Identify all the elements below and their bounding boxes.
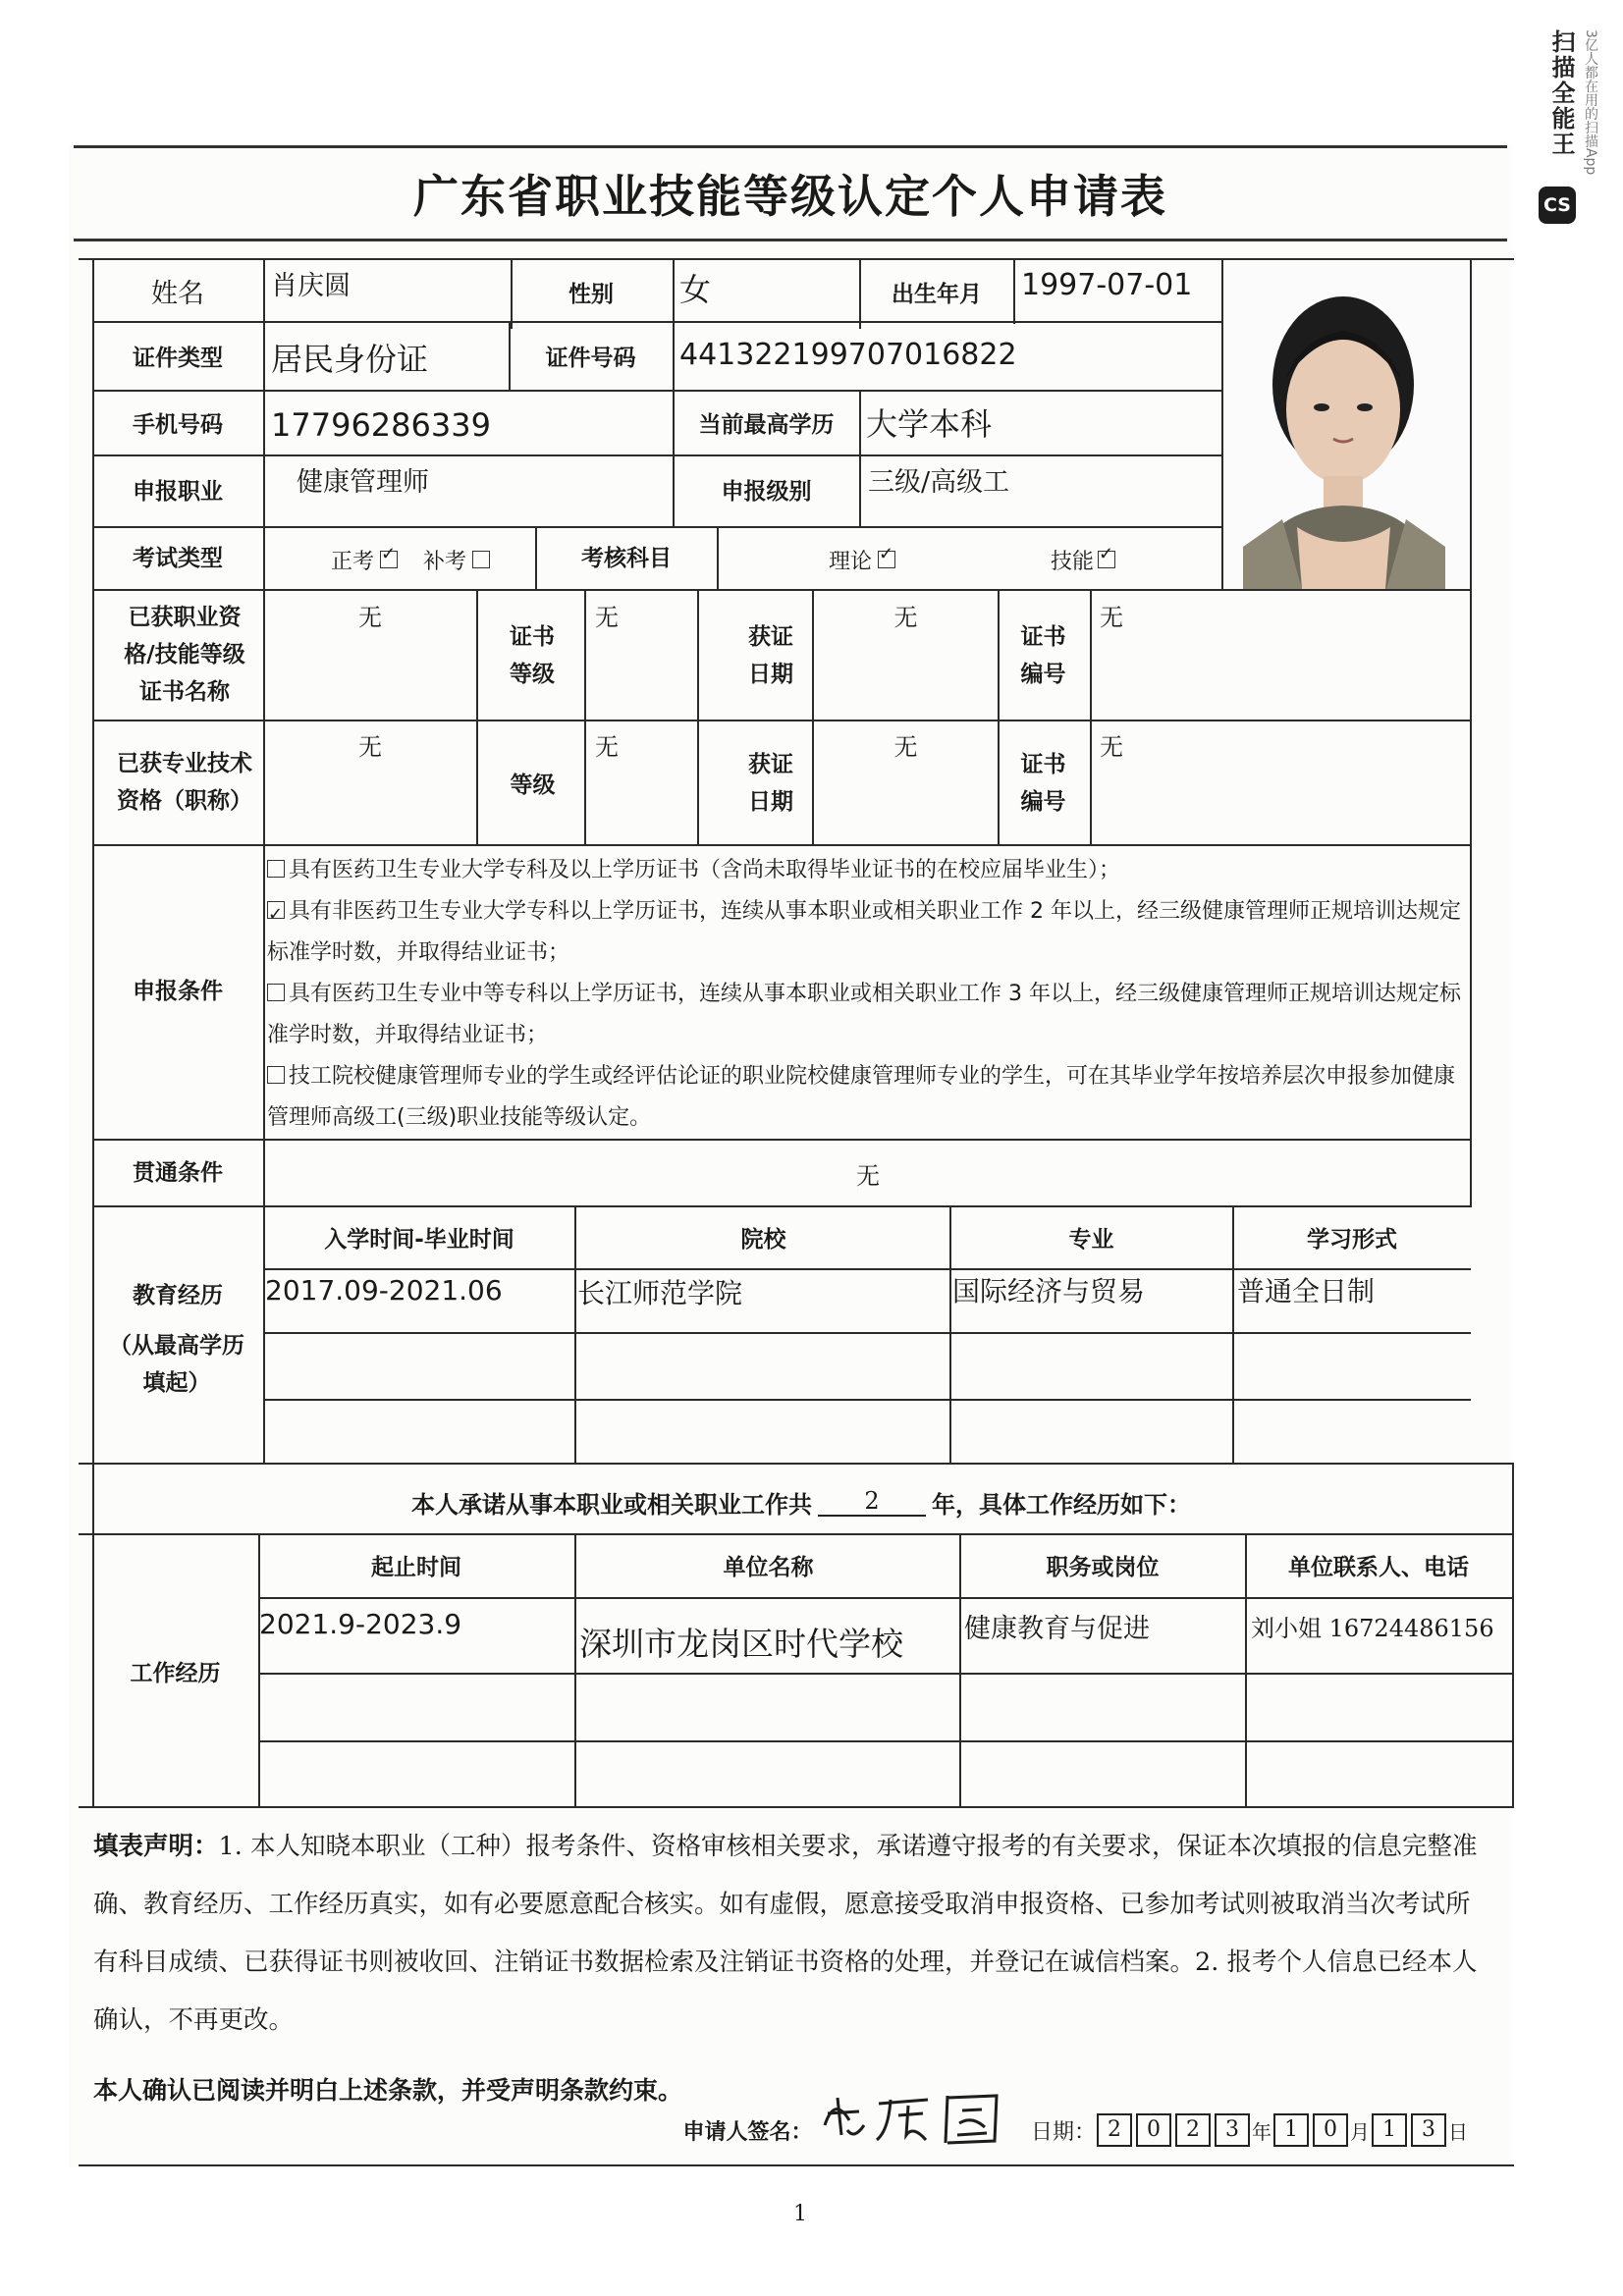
conditions-label: 申报条件 (133, 979, 223, 1004)
row-line (92, 321, 1221, 323)
row-line (258, 1673, 1514, 1675)
birth-value: 1997-07-01 (1021, 268, 1193, 302)
education-sublabel: （从最高学历填起） (109, 1333, 244, 1396)
through-value: 无 (856, 1161, 880, 1190)
tech-date-value: 无 (893, 732, 918, 761)
month-digit-box: 0 (1313, 2113, 1348, 2147)
birth-label: 出生年月 (892, 282, 982, 307)
col-line (574, 1533, 576, 1808)
row-line (92, 390, 1221, 392)
gender-label: 性别 (568, 282, 614, 307)
tech-label: 已获专业技术资格（职称） (117, 751, 252, 814)
day-unit: 日 (1448, 2119, 1468, 2144)
declaration-block (93, 1818, 1483, 2050)
work-header-unit: 单位名称 (723, 1555, 814, 1580)
exam-regular-option: 正考 (330, 549, 374, 574)
col-line (476, 589, 478, 844)
declaration-text: 1. 本人知晓本职业（工种）报考条件、资格审核相关要求，承诺遵守报考的有关要求，保证本次填报的信息完整准确、教育经历、工作经历真实，如有必要愿意配合核实。如有虚假，愿意接受取消申报资格、已参加考试则被取消当次考试所有科目成绩、已获得证书则被收回、注销证书数据检索及注销证书资格的处理，并登记在诚信档案。2. 报考个人信息已经本人确认，不再更改。 (93, 1832, 1478, 2035)
name-value: 肖庆圆 (271, 270, 351, 301)
education-label: 教育经历 (133, 1283, 223, 1308)
col-line (1512, 1465, 1514, 1808)
title-band (74, 145, 1507, 241)
row-line (92, 1205, 1472, 1207)
declaration-confirm: 本人确认已阅读并明白上述条款，并受声明条款约束。 (93, 2076, 683, 2105)
promise-suffix: 年，具体工作经历如下： (932, 1490, 1191, 1519)
row-line (79, 1533, 1514, 1535)
condition-3-checkbox[interactable] (267, 984, 285, 1001)
col-line (949, 1205, 951, 1463)
work-header-period: 起止时间 (371, 1555, 461, 1580)
exam-type-options (295, 538, 530, 581)
year-unit: 年 (1252, 2119, 1271, 2144)
idtype-label: 证件类型 (133, 346, 223, 371)
exam-skill-option: 技能 (1050, 549, 1094, 574)
work-label: 工作经历 (130, 1661, 221, 1686)
condition-4-checkbox[interactable] (267, 1066, 285, 1084)
qual-name-value: 无 (358, 603, 382, 631)
exam-regular-checkbox[interactable] (380, 551, 398, 568)
row-line (258, 1740, 1514, 1742)
declaration-title: 填表声明： (93, 1832, 219, 1861)
edu-header-mode: 学习形式 (1307, 1227, 1397, 1253)
condition-item-3: 具有医药卫生专业中等专科以上学历证书，连续从事本职业或相关职业工作 3 年以上，经三级健康管理师正规培训达规定标准学时数，并取得结业证书； (267, 982, 1461, 1047)
row-line (92, 454, 1221, 456)
tech-level-label: 等级 (510, 773, 556, 798)
col-line (717, 526, 719, 591)
edu-bottom-line (79, 1463, 1514, 1465)
qual-date-value: 无 (893, 603, 918, 631)
qual-date-label: 获证日期 (748, 624, 793, 687)
row-line (265, 1399, 1471, 1401)
edu-header-period: 入学时间-毕业时间 (324, 1227, 514, 1253)
work-row-period: 2021.9-2023.9 (259, 1607, 462, 1640)
row-line (92, 526, 1221, 528)
edu-row-school: 长江师范学院 (577, 1277, 743, 1309)
col-line (697, 589, 699, 844)
name-label: 姓名 (151, 279, 204, 309)
exam-type-label: 考试类型 (133, 546, 223, 571)
year-digit-box: 2 (1097, 2113, 1132, 2147)
row-line (258, 1597, 1514, 1599)
idno-value: 441322199707016822 (679, 337, 1017, 372)
col-line (584, 589, 586, 844)
page-bottom-line (79, 2164, 1514, 2166)
col-line (859, 390, 861, 527)
month-digit-box: 1 (1273, 2113, 1309, 2147)
occupation-value: 健康管理师 (297, 466, 429, 498)
edu-header-major: 专业 (1068, 1227, 1114, 1253)
qual-no-label: 证书编号 (1020, 624, 1066, 687)
exam-theory-checkbox[interactable] (878, 551, 895, 568)
col-line (1232, 1205, 1234, 1463)
condition-item-1: 具有医药卫生专业大学专科及以上学历证书（含尚未取得毕业证书的在校应届毕业生）； (267, 850, 1475, 891)
exam-skill-group (1026, 538, 1144, 581)
day-digit-box: 1 (1372, 2113, 1407, 2147)
through-label: 贯通条件 (133, 1160, 223, 1186)
signed-date (1095, 2109, 1488, 2152)
exam-makeup-checkbox[interactable] (472, 551, 490, 568)
row-line (92, 1139, 1472, 1141)
row-line (92, 589, 1472, 591)
condition-item-4: 技工院校健康管理师专业的学生或经评估论证的职业院校健康管理师专业的学生，可在其毕业学年按培养层次申报参加健康管理师高级工(三级)职业技能等级认定。 (267, 1064, 1456, 1130)
work-bottom-line (79, 1806, 1514, 1808)
col-line (535, 526, 537, 591)
col-line (998, 589, 1000, 844)
condition-item-2: ✓具有非医药卫生专业大学专科以上学历证书，连续从事本职业或相关职业工作 2 年以上，经三级健康管理师正规培训达规定标准学时数，并取得结业证书； (267, 891, 1475, 974)
col-line (1013, 260, 1015, 324)
edu-label: 当前最高学历 (698, 412, 835, 438)
level-label: 申报级别 (721, 479, 812, 505)
exam-theory-option: 理论 (828, 549, 872, 574)
tech-level-value: 无 (595, 732, 619, 761)
scanner-tagline: 3亿人都在用的扫描App (1583, 29, 1598, 176)
row-line (92, 720, 1472, 721)
idno-label: 证件号码 (545, 346, 636, 371)
phone-label: 手机号码 (133, 412, 223, 438)
qual-label: 已获职业资格/技能等级证书名称 (124, 605, 245, 705)
work-row-contact: 刘小姐 16724486156 (1251, 1614, 1494, 1642)
level-value: 三级/高级工 (868, 466, 1010, 498)
scanner-brand-name: 扫描全能王 (1547, 29, 1575, 157)
edu-header-school: 院校 (740, 1227, 786, 1253)
year-digit-box: 3 (1215, 2113, 1250, 2147)
tech-no-label: 证书编号 (1020, 752, 1066, 815)
page-title: 广东省职业技能等级认定个人申请表 (413, 170, 1167, 223)
date-label: 日期： (1030, 2119, 1096, 2145)
promise-years: 2 (818, 1487, 926, 1517)
condition-2-checkbox[interactable] (267, 901, 285, 919)
edu-row-period: 2017.09-2021.06 (265, 1273, 503, 1307)
tech-date-label: 获证日期 (748, 752, 793, 815)
year-digit-box: 0 (1136, 2113, 1171, 2147)
promise-prefix: 本人承诺从事本职业或相关职业工作共 (411, 1490, 812, 1519)
row-line (265, 1332, 1471, 1334)
page-number: 1 (793, 2201, 807, 2226)
scanner-logo-icon: CS (1539, 187, 1576, 224)
col-line (812, 589, 814, 844)
exam-makeup-option: 补考 (423, 549, 467, 574)
work-header-contact: 单位联系人、电话 (1288, 1555, 1469, 1580)
row-line (92, 844, 1472, 846)
edu-value: 大学本科 (866, 405, 993, 443)
day-digit-box: 3 (1411, 2113, 1446, 2147)
applicant-photo (1223, 262, 1470, 589)
exam-theory-group (805, 538, 923, 581)
qual-no-value: 无 (1100, 603, 1123, 631)
work-header-position: 职务或岗位 (1046, 1555, 1160, 1580)
idtype-value: 居民身份证 (271, 341, 429, 378)
qual-level-value: 无 (595, 603, 619, 631)
condition-1-checkbox[interactable] (267, 860, 285, 878)
occupation-label: 申报职业 (133, 479, 223, 505)
gender-value: 女 (679, 271, 712, 308)
tech-name-value: 无 (358, 732, 382, 761)
phone-value: 17796286339 (271, 406, 491, 444)
col-line (959, 1533, 961, 1808)
exam-subject-label: 考核科目 (581, 546, 672, 571)
tech-no-value: 无 (1100, 732, 1123, 761)
exam-skill-checkbox[interactable] (1098, 551, 1115, 568)
edu-row-major: 国际经济与贸易 (952, 1275, 1146, 1308)
col-line (574, 1205, 576, 1463)
edu-row-mode: 普通全日制 (1237, 1275, 1376, 1308)
work-row-unit: 深圳市龙岗区时代学校 (579, 1625, 903, 1663)
work-row-position: 健康教育与促进 (964, 1613, 1150, 1644)
table-top-border (79, 258, 1514, 260)
month-unit: 月 (1350, 2119, 1370, 2144)
handwritten-signature (820, 2086, 1016, 2150)
qual-level-label: 证书等级 (510, 624, 555, 687)
signature-label: 申请人签名： (682, 2119, 813, 2145)
year-digit-box: 2 (1175, 2113, 1211, 2147)
promise-line (94, 1477, 1508, 1526)
